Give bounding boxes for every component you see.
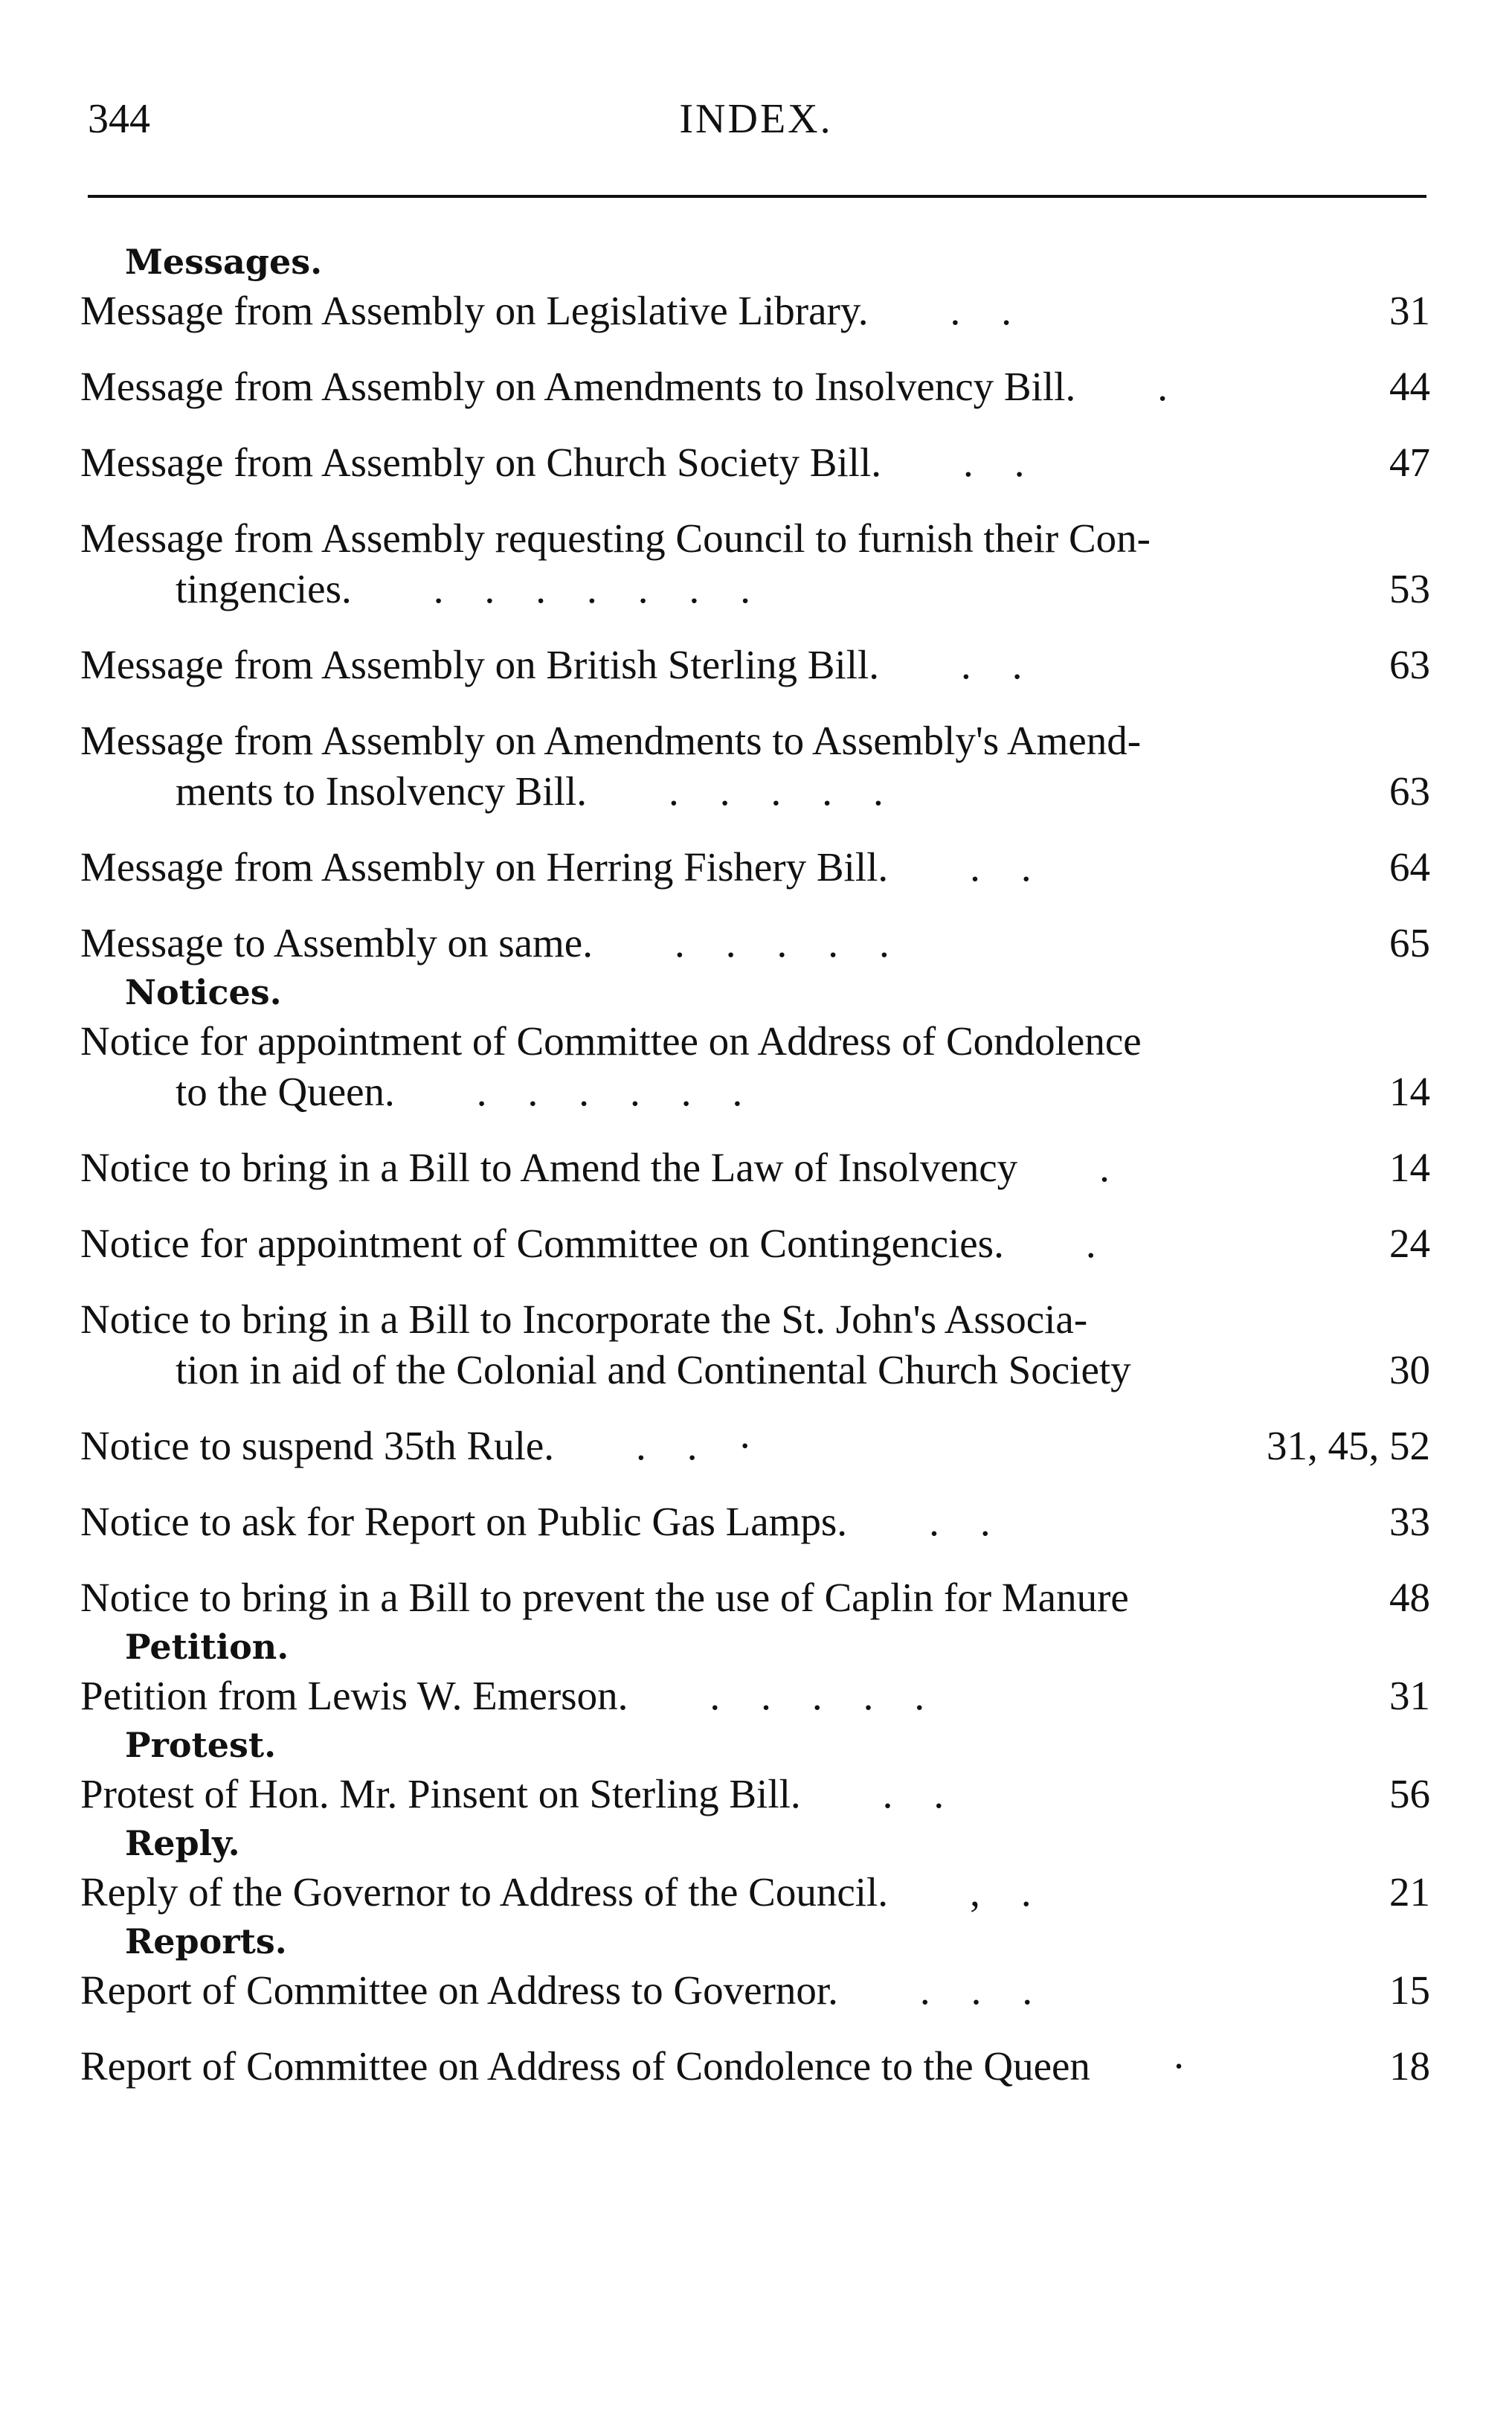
page-reference: 30 [1389, 1347, 1430, 1392]
page-title: INDEX. [679, 96, 833, 142]
leader-dots: . . . . . [674, 920, 889, 965]
page-reference: 47 [1389, 440, 1430, 485]
index-entry [80, 513, 1430, 614]
page-reference: 64 [1389, 844, 1430, 890]
entry-text: Report of Committee on Address to Governor. [80, 1967, 838, 2013]
index-entry [80, 918, 1430, 968]
index-entry [80, 1016, 1430, 1117]
leader-dots: · [1171, 2043, 1186, 2089]
entry-text: Message from Assembly on Amendments to Insolvency Bill. [80, 364, 1076, 409]
page-reference: 21 [1389, 1869, 1430, 1915]
index-list [80, 238, 1430, 2092]
entry-text: Message from Assembly on Church Society Bill. [80, 440, 881, 485]
entry-text: Notice to bring in a Bill to Amend the Law of Insolvency [80, 1145, 1018, 1190]
leader-dots: . . [963, 440, 1025, 485]
index-entry [80, 286, 1430, 336]
page-reference: 31 [1389, 288, 1430, 333]
leader-dots: . [1099, 1145, 1110, 1190]
page-reference: 63 [1389, 642, 1430, 687]
page-header [0, 95, 1512, 147]
index-entry [80, 437, 1430, 488]
leader-dots: . . [882, 1771, 945, 1816]
entry-text: Message from Assembly on Amendments to Assembly's Amend- [80, 718, 1142, 763]
index-entry [80, 1143, 1430, 1193]
section-heading: Notices. [125, 972, 282, 1012]
index-entry [80, 1218, 1430, 1269]
entry-text: Report of Committee on Address of Condolence to the Queen [80, 2043, 1090, 2089]
index-entry [80, 1965, 1430, 2016]
leader-dots: . . . . . . [476, 1069, 743, 1114]
page-reference: 44 [1389, 364, 1430, 409]
entry-text-continued: ments to Insolvency Bill. [176, 768, 588, 814]
page-reference: 31 [1389, 1673, 1430, 1718]
entry-text: Notice to suspend 35th Rule. [80, 1423, 555, 1468]
page-reference: 65 [1389, 920, 1430, 965]
entry-text-continued: tion in aid of the Colonial and Continental Church Society [176, 1347, 1131, 1392]
entry-text: Reply of the Governor to Address of the Council. [80, 1869, 889, 1915]
section-heading: Petition. [125, 1627, 289, 1667]
leader-dots: . . [970, 844, 1032, 890]
index-entry [80, 1769, 1430, 1819]
entry-text: Notice for appointment of Committee on Address of Condolence [80, 1018, 1142, 1064]
leader-dots: , . [970, 1869, 1032, 1915]
section-heading: Reply. [125, 1823, 240, 1863]
index-entry [80, 1294, 1430, 1395]
page-reference: 31, 45, 52 [1267, 1423, 1430, 1468]
section-heading: Protest. [125, 1725, 277, 1765]
leader-dots: . . [950, 288, 1012, 333]
page-number: 344 [88, 96, 150, 142]
index-entry [80, 1671, 1430, 1721]
page-reference: 18 [1389, 2043, 1430, 2089]
entry-text: Notice to ask for Report on Public Gas Lamps. [80, 1499, 848, 1544]
entry-text-continued: to the Queen. [176, 1069, 395, 1114]
entry-text: Message from Assembly on Legislative Library. [80, 288, 869, 333]
entry-text: Protest of Hon. Mr. Pinsent on Sterling Bill. [80, 1771, 801, 1816]
leader-dots: . [1157, 364, 1168, 409]
entry-text: Notice to bring in a Bill to Incorporate the St. John's Associa- [80, 1296, 1088, 1342]
page-reference: 53 [1389, 566, 1430, 611]
page-reference: 56 [1389, 1771, 1430, 1816]
page-reference: 14 [1389, 1069, 1430, 1114]
entry-text: Notice to bring in a Bill to prevent the use of Caplin for Manure [80, 1575, 1129, 1620]
entry-text: Message to Assembly on same. [80, 920, 593, 965]
index-entry [80, 842, 1430, 893]
header-rule [88, 195, 1426, 198]
section-heading: Messages. [125, 242, 323, 282]
leader-dots: . . . . . [669, 768, 884, 814]
index-entry [80, 716, 1430, 817]
leader-dots: . . . . . [710, 1673, 925, 1718]
page-reference: 24 [1389, 1221, 1430, 1266]
page-reference: 33 [1389, 1499, 1430, 1544]
index-entry [80, 1572, 1430, 1623]
index-entry [80, 1421, 1430, 1471]
leader-dots: . . [929, 1499, 991, 1544]
entry-text-continued: tingencies. [176, 566, 352, 611]
index-entry [80, 2041, 1430, 2092]
leader-dots: . . . . . . . [433, 566, 750, 611]
index-entry [80, 640, 1430, 690]
leader-dots: . [1085, 1221, 1096, 1266]
entry-text: Notice for appointment of Committee on Contingencies. [80, 1221, 1004, 1266]
entry-text: Message from Assembly requesting Council to furnish their Con- [80, 515, 1151, 561]
entry-text: Message from Assembly on British Sterling Bill. [80, 642, 880, 687]
page-reference: 63 [1389, 768, 1430, 814]
section-heading: Reports. [125, 1921, 287, 1961]
entry-text: Petition from Lewis W. Emerson. [80, 1673, 628, 1718]
page-reference: 15 [1389, 1967, 1430, 2013]
page-reference: 14 [1389, 1145, 1430, 1190]
page-reference: 48 [1389, 1575, 1430, 1620]
index-entry [80, 1867, 1430, 1918]
index-entry [80, 362, 1430, 412]
leader-dots: . . . [919, 1967, 1033, 2013]
index-entry [80, 1497, 1430, 1547]
leader-dots: . . [961, 642, 1023, 687]
entry-text: Message from Assembly on Herring Fishery Bill. [80, 844, 889, 890]
leader-dots: . . · [636, 1423, 752, 1468]
